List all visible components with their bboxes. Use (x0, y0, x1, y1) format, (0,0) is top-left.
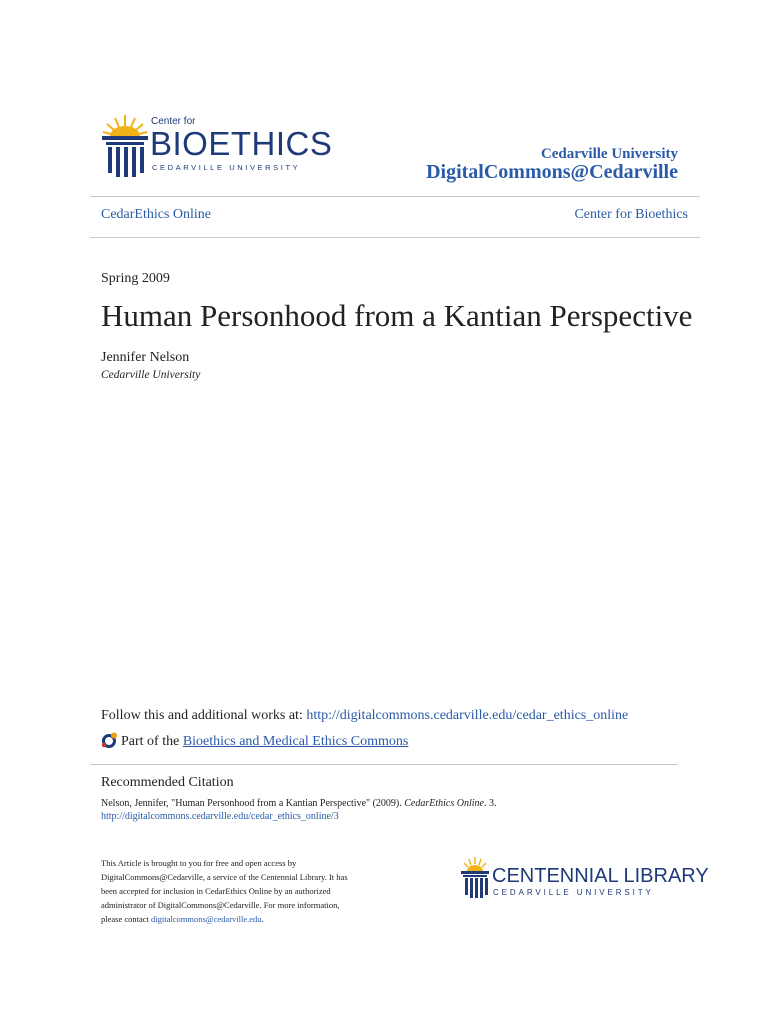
access-notice (101, 856, 386, 926)
logo-center-for: Center for (151, 116, 196, 127)
nav-center-for-bioethics-link[interactable]: Center for Bioethics (574, 207, 688, 222)
notice-line-3: been accepted for inclusion in CedarEthics Online by an authorized (101, 886, 331, 896)
pillar-sun-icon (100, 112, 150, 184)
logo-university: CEDARVILLE UNIVERSITY (152, 163, 301, 172)
notice-contact-suffix: . (261, 914, 264, 924)
header-divider (90, 196, 700, 197)
part-of-prefix: Part of the (121, 734, 183, 749)
article-title: Human Personhood from a Kantian Perspective (101, 298, 693, 333)
follow-line (101, 708, 628, 724)
author-affiliation: Cedarville University (101, 369, 201, 381)
bioethics-logo (100, 112, 333, 184)
repository-name-link[interactable]: DigitalCommons@Cedarville (426, 161, 678, 183)
bioethics-commons-link[interactable]: Bioethics and Medical Ethics Commons (182, 734, 409, 749)
citation-divider (90, 764, 678, 765)
citation-text-before: Nelson, Jennifer, "Human Personhood from a Kantian Perspective" (2009). (101, 798, 405, 809)
notice-line-5 (101, 912, 386, 926)
library-pillar-icon (460, 856, 490, 902)
notice-contact-prefix: please contact (101, 914, 152, 924)
nav-cedarethics-online-link[interactable]: CedarEthics Online (101, 207, 212, 222)
notice-line-1: This Article is brought to you for free and open access by (101, 858, 297, 868)
library-university: CEDARVILLE UNIVERSITY (493, 888, 654, 897)
publication-season: Spring 2009 (101, 271, 170, 286)
notice-line-2: DigitalCommons@Cedarville, a service of the Centennial Library. It has (101, 872, 348, 882)
contact-email-link[interactable]: digitalcommons@cedarville.edu (151, 914, 262, 924)
logo-bioethics: BIOETHICS (150, 125, 333, 162)
notice-line-4: administrator of DigitalCommons@Cedarville. For more information, (101, 900, 340, 910)
commons-network-icon (101, 732, 119, 748)
nav-divider (90, 237, 700, 238)
follow-prefix: Follow this and additional works at: (101, 708, 307, 723)
citation-text (101, 798, 496, 809)
repository-university-link[interactable]: Cedarville University (540, 146, 678, 162)
article-author: Jennifer Nelson (101, 350, 190, 365)
centennial-library-logo (460, 854, 709, 904)
citation-text-after: . 3. (483, 798, 497, 809)
citation-journal: CedarEthics Online (404, 798, 484, 809)
citation-url-link[interactable]: http://digitalcommons.cedarville.edu/cedar_ethics_online/3 (101, 811, 339, 822)
recommended-citation-heading: Recommended Citation (101, 775, 234, 790)
part-of-line (101, 732, 408, 750)
library-name: CENTENNIAL LIBRARY (492, 865, 709, 887)
follow-url-link[interactable]: http://digitalcommons.cedarville.edu/cedar_ethics_online (306, 708, 629, 723)
